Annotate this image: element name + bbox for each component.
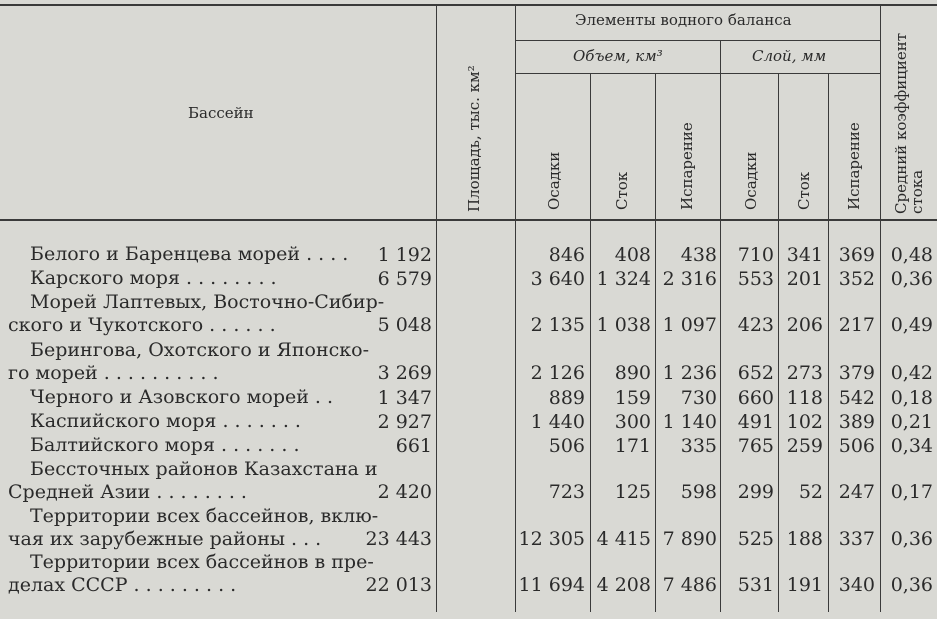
cell-v_p: 889 [548, 387, 585, 409]
cell-s_e: 217 [838, 314, 875, 336]
cell-s_e: 542 [838, 387, 875, 409]
cell-k: 0,21 [890, 411, 933, 433]
cell-s_r: 206 [786, 314, 823, 336]
cell-v_r: 1 038 [596, 314, 651, 336]
cell-v_e: 7 486 [662, 574, 717, 596]
cell-area: 23 443 [365, 528, 432, 550]
cell-v_r: 1 324 [596, 268, 651, 290]
cell-v_p: 2 135 [530, 314, 585, 336]
header-lay-runoff: Сток [795, 171, 813, 210]
header-vol-precip: Осадки [545, 151, 563, 210]
cell-area: 1 192 [377, 244, 432, 266]
row-label: Каспийского моря . . . . . . . [30, 410, 301, 432]
cell-k: 0,42 [890, 362, 933, 384]
cell-k: 0,36 [890, 528, 933, 550]
cell-s_e: 369 [838, 244, 875, 266]
row-label-line2: Средней Азии . . . . . . . . [8, 481, 247, 503]
cell-area: 1 347 [377, 387, 432, 409]
header-basin: Бассейн [188, 104, 254, 122]
row-label-line1: Бессточных районов Казахстана и [30, 458, 378, 480]
cell-v_e: 2 316 [662, 268, 717, 290]
cell-s_p: 660 [737, 387, 774, 409]
col-rule-basin [436, 6, 437, 612]
cell-v_e: 730 [680, 387, 717, 409]
cell-v_p: 846 [548, 244, 585, 266]
cell-v_r: 125 [614, 481, 651, 503]
row-label: Карского моря . . . . . . . . [30, 267, 277, 289]
col-rule-vol-precip [590, 73, 591, 612]
row-label: Балтийского моря . . . . . . . [30, 434, 300, 456]
cell-k: 0,48 [890, 244, 933, 266]
cell-v_p: 2 126 [530, 362, 585, 384]
cell-k: 0,49 [890, 314, 933, 336]
subgroup-rule [516, 73, 880, 74]
cell-k: 0,36 [890, 574, 933, 596]
cell-v_r: 408 [614, 244, 651, 266]
cell-s_r: 191 [786, 574, 823, 596]
cell-s_p: 765 [737, 435, 774, 457]
cell-v_e: 1 140 [662, 411, 717, 433]
cell-s_e: 506 [838, 435, 875, 457]
cell-v_r: 4 415 [596, 528, 651, 550]
header-vol-evap: Испарение [678, 122, 696, 210]
header-coef: Средний коэффициент стока [892, 32, 926, 214]
cell-v_e: 438 [680, 244, 717, 266]
cell-s_p: 491 [737, 411, 774, 433]
cell-s_e: 389 [838, 411, 875, 433]
cell-s_e: 247 [838, 481, 875, 503]
row-label-line2: го морей . . . . . . . . . . [8, 362, 219, 384]
cell-v_r: 171 [614, 435, 651, 457]
cell-v_e: 335 [680, 435, 717, 457]
cell-v_r: 890 [614, 362, 651, 384]
col-rule-area [515, 6, 516, 612]
cell-s_r: 273 [786, 362, 823, 384]
cell-k: 0,18 [890, 387, 933, 409]
row-label-line1: Морей Лаптевых, Восточно-Сибир- [30, 291, 385, 313]
cell-s_p: 525 [737, 528, 774, 550]
header-vol-runoff: Сток [613, 171, 631, 210]
top-rule [0, 4, 937, 6]
cell-s_p: 423 [737, 314, 774, 336]
cell-s_e: 379 [838, 362, 875, 384]
cell-v_p: 1 440 [530, 411, 585, 433]
cell-s_r: 201 [786, 268, 823, 290]
row-label-line2: делах СССР . . . . . . . . . [8, 574, 237, 596]
cell-v_p: 506 [548, 435, 585, 457]
cell-v_e: 1 236 [662, 362, 717, 384]
row-label: Черного и Азовского морей . . [30, 386, 334, 408]
cell-v_e: 7 890 [662, 528, 717, 550]
header-elements: Элементы водного баланса [575, 11, 792, 29]
col-rule-lay-runoff [828, 73, 829, 612]
cell-s_p: 710 [737, 244, 774, 266]
header-lay-evap: Испарение [845, 122, 863, 210]
row-label-line2: чая их зарубежные районы . . . [8, 528, 322, 550]
cell-v_r: 4 208 [596, 574, 651, 596]
cell-v_r: 300 [614, 411, 651, 433]
header-volume: Объем, км³ [573, 47, 663, 65]
cell-v_e: 1 097 [662, 314, 717, 336]
header-area: Площадь, тыс. км² [465, 65, 483, 212]
cell-area: 6 579 [377, 268, 432, 290]
cell-s_p: 299 [737, 481, 774, 503]
cell-area: 3 269 [377, 362, 432, 384]
elements-rule [516, 40, 880, 41]
header-layer: Слой, мм [752, 47, 827, 65]
cell-s_e: 340 [838, 574, 875, 596]
cell-area: 2 927 [377, 411, 432, 433]
cell-area: 661 [395, 435, 432, 457]
cell-s_r: 102 [786, 411, 823, 433]
cell-s_e: 352 [838, 268, 875, 290]
cell-s_p: 531 [737, 574, 774, 596]
cell-s_p: 652 [737, 362, 774, 384]
cell-k: 0,36 [890, 268, 933, 290]
cell-v_p: 11 694 [518, 574, 585, 596]
cell-v_p: 723 [548, 481, 585, 503]
cell-s_r: 52 [798, 481, 823, 503]
cell-s_p: 553 [737, 268, 774, 290]
col-rule-lay-precip [778, 73, 779, 612]
cell-s_e: 337 [838, 528, 875, 550]
cell-s_r: 341 [786, 244, 823, 266]
row-label-line1: Территории всех бассейнов, вклю- [30, 505, 379, 527]
cell-area: 22 013 [365, 574, 432, 596]
row-label: Белого и Баренцева морей . . . . [30, 243, 349, 265]
col-rule-layer [880, 6, 881, 612]
cell-k: 0,17 [890, 481, 933, 503]
col-rule-vol-runoff [655, 73, 656, 612]
cell-v_p: 12 305 [518, 528, 585, 550]
col-rule-volume [720, 40, 721, 612]
cell-v_e: 598 [680, 481, 717, 503]
cell-area: 5 048 [377, 314, 432, 336]
row-label-line1: Территории всех бассейнов в пре- [30, 551, 374, 573]
cell-v_p: 3 640 [530, 268, 585, 290]
row-label-line1: Берингова, Охотского и Японско- [30, 339, 370, 361]
cell-k: 0,34 [890, 435, 933, 457]
row-label-line2: ского и Чукотского . . . . . . [8, 314, 276, 336]
cell-s_r: 118 [786, 387, 823, 409]
cell-v_r: 159 [614, 387, 651, 409]
cell-area: 2 420 [377, 481, 432, 503]
header-lay-precip: Осадки [742, 151, 760, 210]
cell-s_r: 259 [786, 435, 823, 457]
header-bottom-rule [0, 219, 937, 221]
cell-s_r: 188 [786, 528, 823, 550]
